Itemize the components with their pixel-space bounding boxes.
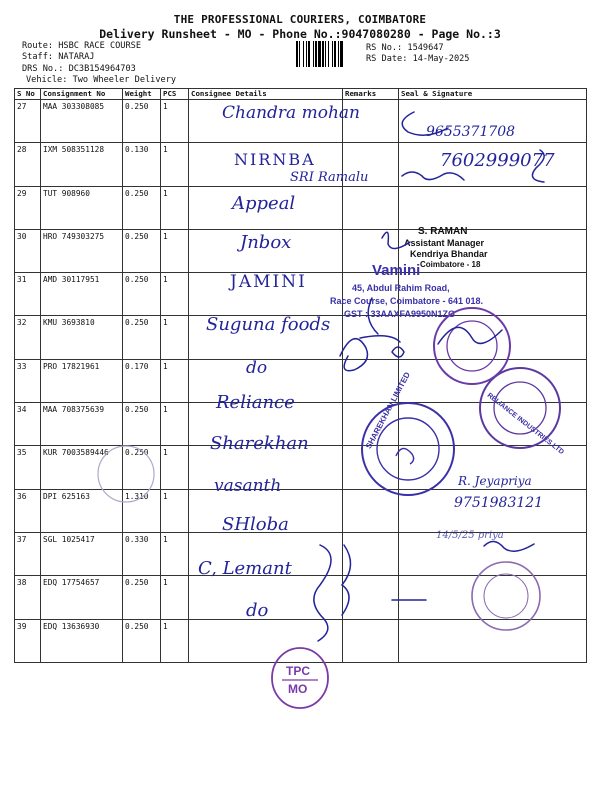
row-weight: 0.250	[123, 403, 161, 446]
row-consignee	[189, 576, 343, 619]
stamp-vamini-gst: GST : 33AAXFA9950N1ZG	[344, 309, 456, 319]
table-row	[15, 489, 587, 532]
row-pcs: 1	[161, 403, 189, 446]
row-remarks	[343, 316, 399, 359]
handwritten-signature: 9751983121	[454, 495, 544, 511]
stamp-vamini-address: Race Course, Coimbatore - 641 018.	[330, 296, 484, 306]
col-remarks: Remarks	[343, 89, 399, 100]
handwritten-signature: 7602999077	[440, 150, 555, 171]
handwritten-date: 14/5/25 priya	[436, 530, 504, 541]
stamp-tpc-top: TPC	[286, 664, 310, 678]
table-header-row	[15, 89, 587, 100]
handwritten-signature: R. Jeyapriya	[458, 474, 532, 488]
row-consignment: PRO 17821961	[41, 359, 123, 402]
row-consignee	[189, 359, 343, 402]
row-consignment: KMU 3693810	[41, 316, 123, 359]
row-remarks	[343, 619, 399, 662]
row-consignment: IXM 508351128	[41, 143, 123, 186]
row-pcs: 1	[161, 316, 189, 359]
row-consignment: HRO 749303275	[41, 229, 123, 272]
row-consignment: AMD 30117951	[41, 273, 123, 316]
vehicle-label: Vehicle: Two Wheeler Delivery	[26, 75, 177, 85]
handwritten-name: SRI Ramalu	[290, 170, 369, 185]
row-remarks	[343, 186, 399, 229]
row-signature	[399, 100, 587, 143]
rs-date: RS Date: 14-May-2025	[366, 54, 470, 64]
col-consignee: Consignee Details	[189, 89, 343, 100]
row-weight: 0.250	[123, 316, 161, 359]
row-sno: 28	[15, 143, 41, 186]
stamp-sharekhan: SHAREKHAN LIMITED	[364, 370, 413, 451]
row-remarks	[343, 100, 399, 143]
row-pcs: 1	[161, 229, 189, 272]
row-pcs: 1	[161, 186, 189, 229]
handwritten-signature: 9655371708	[426, 124, 516, 140]
table-row	[15, 359, 587, 402]
row-consignment: MAA 303308085	[41, 100, 123, 143]
stamp-raman-title: Assistant Manager	[404, 238, 485, 248]
row-signature	[399, 532, 587, 575]
col-signature: Seal & Signature	[399, 89, 587, 100]
table-row	[15, 186, 587, 229]
table-row	[15, 619, 587, 662]
table-row	[15, 143, 587, 186]
delivery-table	[14, 88, 587, 663]
rs-number: RS No.: 1549647	[366, 43, 444, 53]
row-sno: 35	[15, 446, 41, 489]
handwritten-name: Appeal	[232, 193, 296, 214]
stamp-raman-name: S. RAMAN	[418, 226, 468, 237]
row-signature	[399, 619, 587, 662]
row-consignee	[189, 186, 343, 229]
col-pcs: PCS	[161, 89, 189, 100]
row-pcs: 1	[161, 100, 189, 143]
col-weight: Weight	[123, 89, 161, 100]
row-sno: 38	[15, 576, 41, 619]
company-title: THE PROFESSIONAL COURIERS, COIMBATORE	[173, 13, 427, 26]
handwritten-name: C, Lemant	[198, 558, 292, 579]
handwritten-name: Reliance	[216, 392, 295, 413]
handwritten-name: Jnbox	[240, 232, 292, 253]
row-consignee	[189, 532, 343, 575]
table-row	[15, 316, 587, 359]
stamp-vamini-name: Vamini	[372, 262, 421, 279]
stamp-raman-city: Coimbatore - 18	[420, 260, 481, 269]
row-weight: 0.250	[123, 446, 161, 489]
row-consignee	[189, 100, 343, 143]
row-signature	[399, 489, 587, 532]
row-sno: 31	[15, 273, 41, 316]
row-pcs: 1	[161, 489, 189, 532]
row-weight: 0.250	[123, 576, 161, 619]
row-consignment: EDQ 13636930	[41, 619, 123, 662]
row-sno: 39	[15, 619, 41, 662]
runsheet-title: Delivery Runsheet - MO - Phone No.:9047080280 - Page No.:3	[99, 27, 501, 41]
row-sno: 36	[15, 489, 41, 532]
stamp-tpc-bottom: MO	[288, 682, 308, 696]
stamp-raman-org: Kendriya Bhandar	[410, 249, 488, 259]
row-sno: 37	[15, 532, 41, 575]
table-row	[15, 273, 587, 316]
row-consignee	[189, 316, 343, 359]
row-signature	[399, 316, 587, 359]
row-pcs: 1	[161, 143, 189, 186]
staff-label: Staff: NATARAJ	[22, 52, 95, 62]
route-label: Route: HSBC RACE COURSE	[22, 41, 141, 51]
row-pcs: 1	[161, 273, 189, 316]
col-sno: S No	[15, 89, 41, 100]
row-weight: 0.250	[123, 619, 161, 662]
row-sno: 27	[15, 100, 41, 143]
row-pcs: 1	[161, 619, 189, 662]
row-consignee	[189, 143, 343, 186]
row-signature	[399, 403, 587, 446]
handwritten-name: SHloba	[222, 514, 289, 535]
handwritten-name: NIRNBA	[234, 150, 316, 169]
row-pcs: 1	[161, 576, 189, 619]
row-consignment: KUR 7003589446	[41, 446, 123, 489]
row-remarks	[343, 532, 399, 575]
row-consignee	[189, 273, 343, 316]
row-remarks	[343, 576, 399, 619]
row-consignment: TUT 908960	[41, 186, 123, 229]
handwritten-name: do	[246, 600, 269, 621]
handwritten-name: vasanth	[214, 476, 282, 496]
stamp-reliance: RELIANCE INDUSTRIES LTD	[485, 392, 565, 457]
table-row	[15, 229, 587, 272]
handwritten-name: do	[246, 358, 268, 378]
row-consignment: EDQ 17754657	[41, 576, 123, 619]
row-remarks	[343, 446, 399, 489]
row-weight: 0.330	[123, 532, 161, 575]
row-consignment: MAA 708375639	[41, 403, 123, 446]
handwritten-name: Suguna foods	[206, 314, 331, 335]
row-signature	[399, 576, 587, 619]
row-sno: 33	[15, 359, 41, 402]
row-weight: 0.250	[123, 100, 161, 143]
row-consignee	[189, 446, 343, 489]
handwritten-name: JAMINI	[230, 272, 307, 292]
row-remarks	[343, 489, 399, 532]
row-sno: 32	[15, 316, 41, 359]
row-consignment: DPI 625163	[41, 489, 123, 532]
row-sno: 30	[15, 229, 41, 272]
table-row	[15, 446, 587, 489]
row-consignee	[189, 403, 343, 446]
row-sno: 29	[15, 186, 41, 229]
row-remarks	[343, 143, 399, 186]
row-consignee	[189, 489, 343, 532]
stamp-vamini-address: 45, Abdul Rahim Road,	[352, 283, 450, 293]
row-signature	[399, 186, 587, 229]
row-pcs: 1	[161, 532, 189, 575]
row-signature	[399, 143, 587, 186]
table-row	[15, 576, 587, 619]
row-pcs: 1	[161, 446, 189, 489]
row-weight: 0.250	[123, 229, 161, 272]
handwritten-name: Chandra mohan	[222, 103, 360, 123]
row-pcs: 1	[161, 359, 189, 402]
row-weight: 0.250	[123, 186, 161, 229]
row-consignee	[189, 619, 343, 662]
table-row	[15, 100, 587, 143]
handwritten-name: Sharekhan	[210, 433, 309, 454]
row-weight: 0.170	[123, 359, 161, 402]
table-row	[15, 532, 587, 575]
row-sno: 34	[15, 403, 41, 446]
row-weight: 0.250	[123, 273, 161, 316]
row-weight: 1.310	[123, 489, 161, 532]
row-consignee	[189, 229, 343, 272]
row-weight: 0.130	[123, 143, 161, 186]
drs-label: DRS No.: DC3B154964703	[22, 64, 136, 74]
col-consignment: Consignment No	[41, 89, 123, 100]
barcode	[296, 41, 360, 67]
barcode-bar	[343, 41, 344, 67]
row-consignment: SGL 1025417	[41, 532, 123, 575]
